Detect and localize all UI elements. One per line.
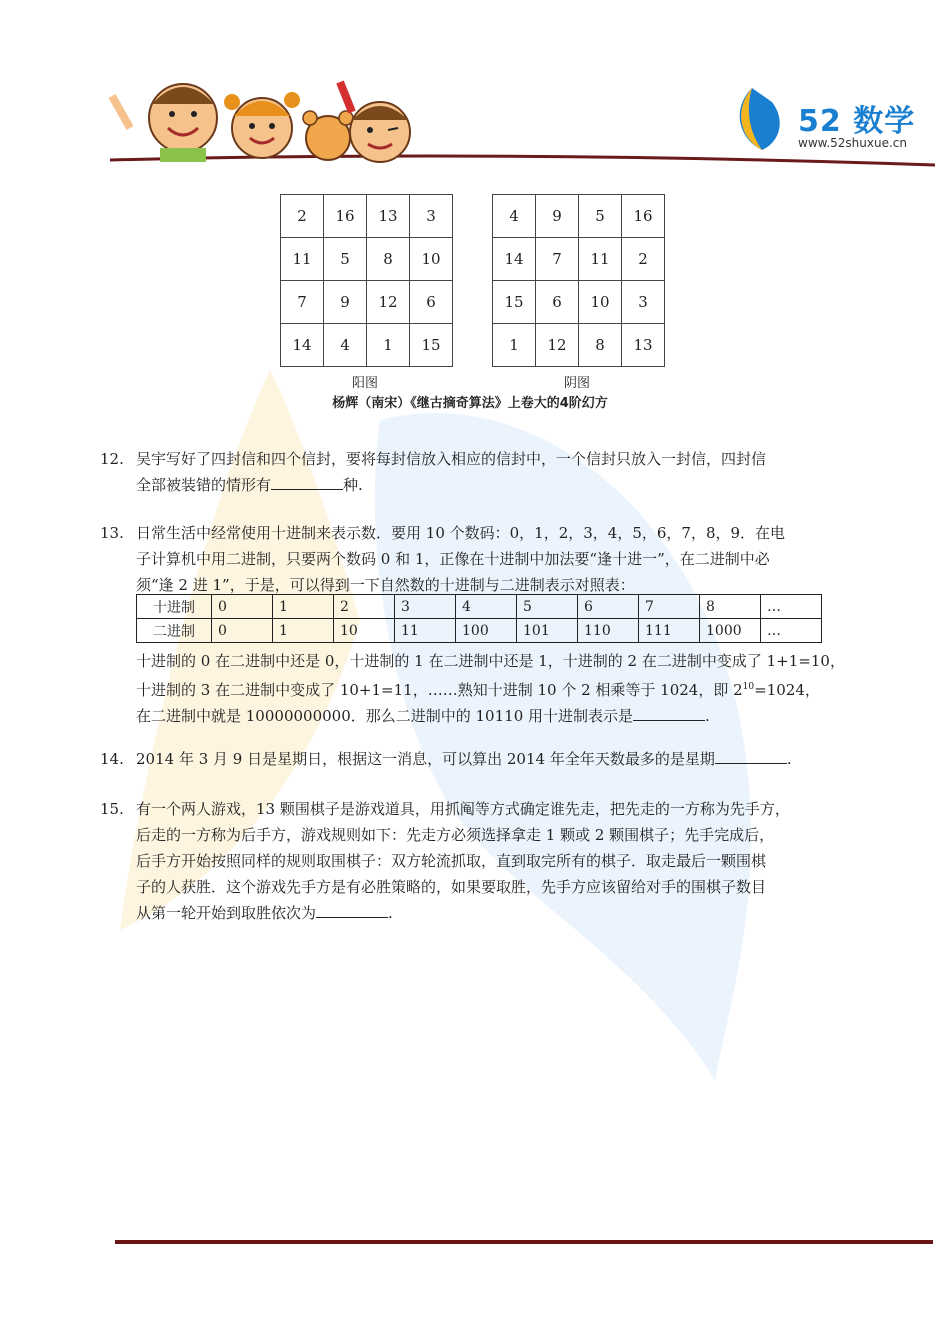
grid-cell: 13 — [367, 195, 410, 238]
yang-magic-square — [280, 194, 453, 367]
grid-cell: 10 — [410, 238, 453, 281]
question-text: . — [705, 707, 710, 725]
grid-cell: 6 — [410, 281, 453, 324]
grid-cell: 8 — [579, 324, 622, 367]
question-text: 须“逢 2 进 1”，于是，可以得到一下自然数的十进制与二进制表示对照表： — [136, 576, 635, 594]
question-text: 后手方开始按照同样的规则取围棋子：双方轮流抓取，直到取完所有的棋子．取走最后一颗围棋 — [136, 852, 767, 870]
grid-cell: 7 — [536, 238, 579, 281]
row-header: 十进制 — [137, 595, 212, 619]
question-number: 15. — [100, 800, 124, 818]
question-text: 后走的一方称为后手方，游戏规则如下：先走方必须选择拿走 1 颗或 2 颗围棋子；先手完成后， — [136, 826, 775, 844]
grid-cell: 9 — [324, 281, 367, 324]
question-text: 日常生活中经常使用十进制来表示数．要用 10 个数码：0，1，2，3，4，5，6，7，8，9．在电 — [136, 524, 786, 542]
grid-cell: 11 — [579, 238, 622, 281]
table-cell: … — [761, 619, 822, 643]
brand-name: 52 数学 — [798, 104, 916, 139]
grid-cell: 2 — [622, 238, 665, 281]
question-text: 在二进制中就是 10000000000．那么二进制中的 10110 用十进制表示是 — [136, 707, 634, 725]
binary-row — [137, 619, 822, 643]
grid-cell: 16 — [622, 195, 665, 238]
grid-row — [281, 324, 453, 367]
grid-cell: 6 — [536, 281, 579, 324]
grid-cell: 10 — [579, 281, 622, 324]
figure-caption: 杨辉（南宋）《继古摘奇算法》上卷大的4阶幻方 — [332, 396, 608, 411]
grid-cell: 3 — [410, 195, 453, 238]
decimal-binary-table — [136, 594, 822, 643]
kids-banner-illustration — [0, 0, 950, 180]
answer-blank[interactable] — [316, 901, 388, 918]
question-12 — [100, 446, 840, 498]
table-cell: 5 — [517, 595, 578, 619]
table-cell: 11 — [395, 619, 456, 643]
question-15 — [100, 796, 840, 926]
question-number: 13. — [100, 524, 124, 542]
question-text: 有一个两人游戏，13 颗围棋子是游戏道具，用抓阄等方式确定谁先走，把先走的一方称为先手方， — [136, 800, 790, 818]
grid-row — [493, 195, 665, 238]
grid-cell: 12 — [536, 324, 579, 367]
yin-label: 阴图 — [563, 376, 590, 391]
grid-row — [281, 238, 453, 281]
decimal-row — [137, 595, 822, 619]
grid-cell: 4 — [324, 324, 367, 367]
grid-cell: 8 — [367, 238, 410, 281]
question-text: 种. — [343, 476, 363, 494]
table-cell: 110 — [578, 619, 639, 643]
grid-cell: 9 — [536, 195, 579, 238]
table-cell: 101 — [517, 619, 578, 643]
grid-cell: 12 — [367, 281, 410, 324]
question-13 — [100, 520, 840, 598]
grid-cell: 5 — [324, 238, 367, 281]
table-cell: 1000 — [700, 619, 761, 643]
question-text: 全部被装错的情形有 — [136, 476, 272, 494]
table-cell: 0 — [212, 595, 273, 619]
answer-blank[interactable] — [271, 473, 343, 490]
grid-cell: 7 — [281, 281, 324, 324]
grid-row — [493, 238, 665, 281]
grid-cell: 11 — [281, 238, 324, 281]
question-text: 子的人获胜．这个游戏先手方是有必胜策略的，如果要取胜，先手方应该留给对手的围棋子数目 — [136, 878, 767, 896]
brand-url: www.52shuxue.cn — [798, 136, 907, 150]
grid-cell: 3 — [622, 281, 665, 324]
grid-cell: 16 — [324, 195, 367, 238]
question-text: 2014 年 3 月 9 日是星期日，根据这一消息，可以算出 2014 年全年天数最多的是星期 — [136, 750, 715, 768]
table-cell: 7 — [639, 595, 700, 619]
question-text: . — [786, 750, 792, 768]
grid-cell: 4 — [493, 195, 536, 238]
grid-row — [493, 281, 665, 324]
grid-cell: 14 — [281, 324, 324, 367]
grid-cell: 15 — [410, 324, 453, 367]
grid-row — [281, 281, 453, 324]
yang-label: 阳图 — [351, 376, 378, 391]
footer-divider — [115, 1240, 933, 1244]
row-header: 二进制 — [137, 619, 212, 643]
question-text: 子计算机中用二进制，只要两个数码 0 和 1，正像在十进制中加法要“逢十进一”，在二进制中必 — [136, 550, 770, 568]
question-number: 14. — [100, 750, 124, 768]
table-cell: 2 — [334, 595, 395, 619]
exponent: 10 — [742, 682, 755, 692]
table-cell: 111 — [639, 619, 700, 643]
table-cell: 6 — [578, 595, 639, 619]
table-cell: 10 — [334, 619, 395, 643]
table-cell: 4 — [456, 595, 517, 619]
question-text: =1024， — [754, 681, 820, 699]
grid-row — [493, 324, 665, 367]
answer-blank[interactable] — [633, 704, 705, 721]
question-text: 十进制的 3 在二进制中变成了 10+1=11，……熟知十进制 10 个 2 相乘等于 1024，即 2 — [136, 681, 743, 699]
question-text: 吴宇写好了四封信和四个信封，要将每封信放入相应的信封中，一个信封只放入一封信，四封信 — [136, 450, 767, 468]
table-cell: 3 — [395, 595, 456, 619]
grid-cell: 1 — [493, 324, 536, 367]
question-14 — [100, 746, 840, 772]
question-text: 十进制的 0 在二进制中还是 0，十进制的 1 在二进制中还是 1，十进制的 2 在二进制中变成了 1+1=10， — [136, 652, 845, 670]
grid-cell: 14 — [493, 238, 536, 281]
page-header — [0, 0, 950, 180]
table-cell: 8 — [700, 595, 761, 619]
grid-cell: 13 — [622, 324, 665, 367]
grid-cell: 5 — [579, 195, 622, 238]
grid-row — [281, 195, 453, 238]
table-cell: 0 — [212, 619, 273, 643]
grid-cell: 15 — [493, 281, 536, 324]
table-cell: 1 — [273, 595, 334, 619]
table-cell: … — [761, 595, 822, 619]
question-text: 从第一轮开始到取胜依次为 — [136, 904, 317, 922]
table-cell: 1 — [273, 619, 334, 643]
grid-cell: 2 — [281, 195, 324, 238]
question-13-explanation — [136, 648, 856, 729]
yin-magic-square — [492, 194, 665, 367]
question-text: . — [388, 904, 393, 922]
question-number: 12. — [100, 450, 124, 468]
grid-cell: 1 — [367, 324, 410, 367]
answer-blank[interactable] — [715, 747, 787, 764]
table-cell: 100 — [456, 619, 517, 643]
